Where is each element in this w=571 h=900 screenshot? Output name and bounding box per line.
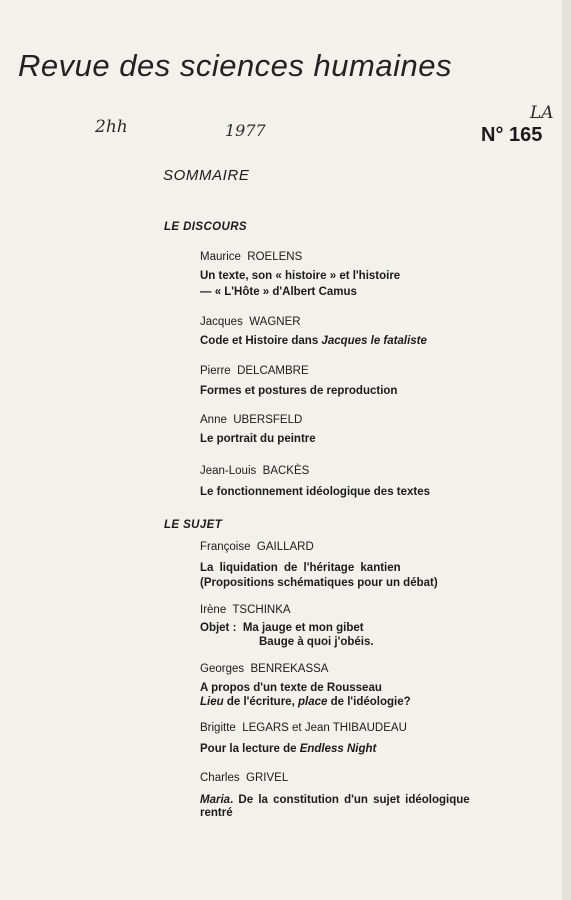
article-title: Un texte, son « histoire » et l'histoire <box>200 270 401 282</box>
article-title: Maria. De la constitution d'un sujet idéologique <box>200 794 470 806</box>
article-title: Le portrait du peintre <box>200 433 316 445</box>
article-title: A propos d'un texte de Rousseau <box>200 682 382 694</box>
article-title: — « L'Hôte » d'Albert Camus <box>200 286 357 298</box>
article-title: Objet : Ma jauge et mon gibet <box>200 622 364 634</box>
issue-number: N° 165 <box>481 124 543 146</box>
article-title: Lieu de l'écriture, place de l'idéologie? <box>200 696 411 708</box>
author-name: Françoise GAILLARD <box>200 541 314 553</box>
article-title: (Propositions schématiques pour un débat) <box>200 577 438 589</box>
article-title: rentré <box>200 807 233 819</box>
handwritten-reference: 2hh <box>95 117 128 137</box>
article-title: Code et Histoire dans Jacques le fataliste <box>200 335 427 347</box>
section-title-discours: LE DISCOURS <box>164 221 247 233</box>
contents-heading: SOMMAIRE <box>163 167 250 184</box>
section-title-sujet: LE SUJET <box>164 519 223 531</box>
author-name: Georges BENREKASSA <box>200 663 329 675</box>
author-name: Charles GRIVEL <box>200 772 289 784</box>
handwritten-initials: LA <box>530 103 554 123</box>
author-name: Anne UBERSFELD <box>200 414 303 426</box>
article-title: Pour la lecture de Endless Night <box>200 743 377 755</box>
article-title: Bauge à quoi j'obéis. <box>259 636 374 648</box>
journal-title: Revue des sciences humaines <box>18 48 452 83</box>
author-name: Pierre DELCAMBRE <box>200 365 309 377</box>
author-name: Jean-Louis BACKÈS <box>200 465 310 477</box>
article-title: Le fonctionnement idéologique des textes <box>200 486 431 498</box>
article-title: La liquidation de l'héritage kantien <box>200 562 401 574</box>
handwritten-year: 1977 <box>225 121 266 140</box>
article-title: Formes et postures de reproduction <box>200 385 398 397</box>
author-name: Jacques WAGNER <box>200 316 301 328</box>
page-edge-shadow <box>562 0 571 900</box>
author-name: Brigitte LEGARS et Jean THIBAUDEAU <box>200 722 407 734</box>
author-name: Maurice ROELENS <box>200 251 303 263</box>
author-name: Irène TSCHINKA <box>200 604 291 616</box>
